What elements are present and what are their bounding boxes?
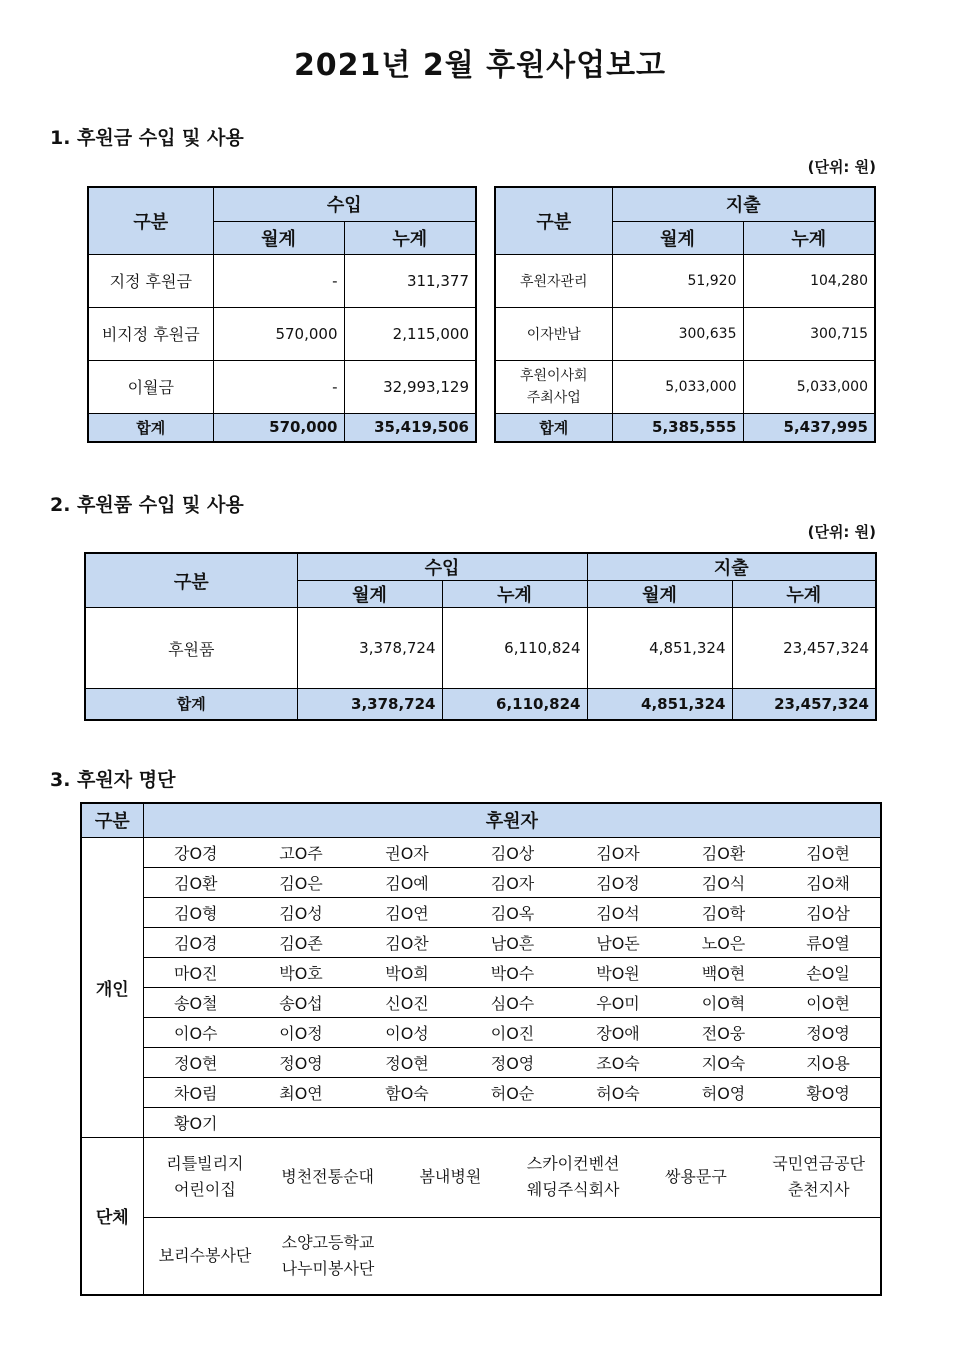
group-name-line1: 소양고등학교: [281, 1232, 375, 1252]
group-name-line2: 나누미봉사단: [281, 1258, 375, 1278]
income-category-header: 구분: [88, 187, 213, 254]
income-row: [88, 307, 476, 360]
donor-row: [81, 867, 881, 897]
donor-name: 심O수: [460, 987, 565, 1017]
donor-row: [81, 837, 881, 867]
group-name-line1: 리틀빌리지: [166, 1154, 244, 1173]
group-name: [144, 1151, 267, 1203]
expense-row-label-line1: 후원이사회: [519, 367, 588, 384]
donor-name: 최O연: [248, 1077, 354, 1107]
income-row-label: 지정 후원금: [88, 254, 213, 307]
donor-name: 김O자: [460, 867, 565, 897]
donor-name: 송O철: [143, 987, 248, 1017]
expense-category-header: 구분: [495, 187, 612, 254]
income-total-label: 합계: [88, 413, 213, 442]
group-row-cells: [143, 1217, 881, 1295]
expense-total-row: [495, 413, 875, 442]
income-cumul-header: 누계: [344, 221, 476, 254]
donor-name: 김O성: [248, 897, 354, 927]
group-name-line2: 춘천지사: [787, 1180, 850, 1199]
expense-total-month: 5,385,555: [612, 413, 743, 442]
donor-name: 김O환: [671, 837, 776, 867]
income-row-month: -: [213, 254, 344, 307]
expense-row-label-line1: 이자반납: [526, 326, 581, 343]
expense-row-month: 300,635: [612, 307, 743, 360]
group-name-line1: 쌍용문구: [664, 1167, 727, 1186]
donor-name: 강O경: [143, 837, 248, 867]
income-row: [88, 254, 476, 307]
goods-income-cumul-header: 누계: [442, 581, 587, 608]
expense-row: [495, 360, 875, 413]
income-row: [88, 360, 476, 413]
donor-row: [81, 1017, 881, 1047]
goods-income-month-header: 월계: [297, 581, 442, 608]
section1-heading: 1. 후원금 수입 및 사용: [50, 127, 244, 149]
goods-expense-header: 지출: [587, 553, 876, 581]
donor-row: [81, 927, 881, 957]
group-name-line1: 스카이컨벤션: [526, 1154, 620, 1173]
income-row-label: 비지정 후원금: [88, 307, 213, 360]
donor-name: 우O미: [565, 987, 671, 1017]
donor-name: 이O혁: [671, 987, 776, 1017]
individual-label: 개인: [81, 837, 143, 1137]
donor-row: [81, 897, 881, 927]
goods-income-header: 수입: [297, 553, 587, 581]
expense-cumul-header: 누계: [743, 221, 875, 254]
goods-category-header: 구분: [85, 553, 297, 608]
income-row-cumul: 2,115,000: [344, 307, 476, 360]
income-row-label: 이월금: [88, 360, 213, 413]
donor-name: 전O웅: [671, 1017, 776, 1047]
donor-row: [81, 1107, 881, 1137]
page-title: 2021년 2월 후원사업보고: [293, 48, 667, 83]
donor-header: 후원자: [143, 803, 881, 837]
section3-heading: 3. 후원자 명단: [50, 769, 176, 791]
donor-name: 정O현: [143, 1047, 248, 1077]
donor-name: 김O옥: [460, 897, 565, 927]
donor-name: 이O진: [460, 1017, 565, 1047]
income-group-header: 수입: [213, 187, 476, 221]
donor-name: 손O일: [776, 957, 881, 987]
donor-name: [671, 1107, 776, 1137]
donor-row: [81, 987, 881, 1017]
goods-table: [84, 552, 877, 721]
income-total-cumul: 35,419,506: [344, 413, 476, 442]
goods-total-row: [85, 689, 876, 720]
expense-total-label: 합계: [495, 413, 612, 442]
group-name: [267, 1230, 390, 1282]
expense-total-cumul: 5,437,995: [743, 413, 875, 442]
donor-row: [81, 957, 881, 987]
donor-name: 이O수: [143, 1017, 248, 1047]
donor-name: [248, 1107, 354, 1137]
donor-name: 김O채: [776, 867, 881, 897]
donor-name: 김O삼: [776, 897, 881, 927]
section2-heading: 2. 후원품 수입 및 사용: [50, 494, 244, 516]
donor-name: 정O영: [460, 1047, 565, 1077]
group-name: [757, 1151, 880, 1203]
donor-name: 정O현: [354, 1047, 460, 1077]
donor-name: 김O정: [565, 867, 671, 897]
goods-total-out-month: 4,851,324: [587, 689, 732, 720]
income-row-month: -: [213, 360, 344, 413]
donor-name: 송O섭: [248, 987, 354, 1017]
group-name: [389, 1151, 512, 1203]
donor-name: 지O숙: [671, 1047, 776, 1077]
donor-name: 권O자: [354, 837, 460, 867]
expense-row-label-line1: 후원자관리: [519, 273, 588, 290]
donor-name: 박O원: [565, 957, 671, 987]
donor-name: 정O영: [248, 1047, 354, 1077]
donor-name: 노O은: [671, 927, 776, 957]
donor-name: 마O진: [143, 957, 248, 987]
donor-name: 조O숙: [565, 1047, 671, 1077]
expense-row-label: [495, 254, 612, 307]
section2-unit: (단위: 원): [807, 523, 876, 541]
goods-row: [85, 608, 876, 689]
expense-row-label: [495, 307, 612, 360]
donor-name: 장O애: [565, 1017, 671, 1047]
donor-name: 박O수: [460, 957, 565, 987]
group-row-cells: [143, 1137, 881, 1217]
donor-name: 남O흔: [460, 927, 565, 957]
goods-total-in-cumul: 6,110,824: [442, 689, 587, 720]
expense-group-header: 지출: [612, 187, 875, 221]
donor-name: [776, 1107, 881, 1137]
donor-name: 허O숙: [565, 1077, 671, 1107]
donor-category-header: 구분: [81, 803, 143, 837]
donor-name: 김O경: [143, 927, 248, 957]
donor-name: 황O기: [143, 1107, 248, 1137]
donor-name: 고O주: [248, 837, 354, 867]
donor-name: 김O연: [354, 897, 460, 927]
donor-name: 신O진: [354, 987, 460, 1017]
donor-name: 황O영: [776, 1077, 881, 1107]
income-total-row: [88, 413, 476, 442]
donor-table: [80, 802, 882, 1296]
group-name: [512, 1151, 635, 1203]
section1-unit: (단위: 원): [807, 158, 876, 176]
donor-row: [81, 1077, 881, 1107]
group-name-line1: 국민연금공단: [772, 1154, 865, 1173]
donor-name: 이O성: [354, 1017, 460, 1047]
donor-name: 허O영: [671, 1077, 776, 1107]
donor-name: 김O현: [776, 837, 881, 867]
donor-name: 차O림: [143, 1077, 248, 1107]
donor-name: 김O식: [671, 867, 776, 897]
group-row: [81, 1217, 881, 1295]
income-row-month: 570,000: [213, 307, 344, 360]
donor-name: 류O열: [776, 927, 881, 957]
donor-name: 김O상: [460, 837, 565, 867]
donor-name: 이O현: [776, 987, 881, 1017]
donor-name: 김O학: [671, 897, 776, 927]
group-row: [81, 1137, 881, 1217]
group-name-line2: 어린이집: [173, 1180, 236, 1199]
donor-name: 남O돈: [565, 927, 671, 957]
income-total-month: 570,000: [213, 413, 344, 442]
group-name-line1: 봄내병원: [419, 1167, 482, 1186]
donor-name: 김O형: [143, 897, 248, 927]
goods-total-in-month: 3,378,724: [297, 689, 442, 720]
donor-name: 함O숙: [354, 1077, 460, 1107]
donor-name: 지O용: [776, 1047, 881, 1077]
donor-name: 허O순: [460, 1077, 565, 1107]
group-name-line2: 웨딩주식회사: [526, 1180, 620, 1199]
goods-out-cumul: 23,457,324: [732, 608, 876, 689]
goods-total-out-cumul: 23,457,324: [732, 689, 876, 720]
expense-row-cumul: 5,033,000: [743, 360, 875, 413]
donor-name: [460, 1107, 565, 1137]
goods-total-label: 합계: [85, 689, 297, 720]
expense-row-month: 5,033,000: [612, 360, 743, 413]
expense-month-header: 월계: [612, 221, 743, 254]
expense-row: [495, 254, 875, 307]
goods-expense-cumul-header: 누계: [732, 581, 876, 608]
income-table: [87, 186, 477, 443]
donor-name: 박O희: [354, 957, 460, 987]
donor-name: [565, 1107, 671, 1137]
donor-name: 백O현: [671, 957, 776, 987]
donor-name: [354, 1107, 460, 1137]
expense-row: [495, 307, 875, 360]
individual-donors: [81, 837, 881, 1137]
income-row-cumul: 311,377: [344, 254, 476, 307]
income-month-header: 월계: [213, 221, 344, 254]
expense-row-month: 51,920: [612, 254, 743, 307]
goods-out-month: 4,851,324: [587, 608, 732, 689]
donor-row: [81, 1047, 881, 1077]
donor-name: 김O자: [565, 837, 671, 867]
group-name: [266, 1151, 389, 1203]
donor-name: 김O은: [248, 867, 354, 897]
goods-in-cumul: 6,110,824: [442, 608, 587, 689]
donor-name: 김O환: [143, 867, 248, 897]
donor-name: 김O존: [248, 927, 354, 957]
expense-row-label: [495, 360, 612, 413]
goods-expense-month-header: 월계: [587, 581, 732, 608]
donor-name: 박O호: [248, 957, 354, 987]
donor-name: 김O찬: [354, 927, 460, 957]
group-label: 단체: [81, 1137, 143, 1295]
donor-name: 정O영: [776, 1017, 881, 1047]
group-name-line1: 보리수봉사단: [158, 1245, 252, 1265]
goods-in-month: 3,378,724: [297, 608, 442, 689]
group-name: [144, 1230, 267, 1282]
group-name: [635, 1151, 758, 1203]
expense-table: [494, 186, 876, 443]
expense-row-cumul: 300,715: [743, 307, 875, 360]
goods-row-label: 후원품: [85, 608, 297, 689]
income-row-cumul: 32,993,129: [344, 360, 476, 413]
group-name-line1: 병천전통순대: [281, 1167, 374, 1186]
donor-name: 이O정: [248, 1017, 354, 1047]
expense-row-cumul: 104,280: [743, 254, 875, 307]
expense-row-label-line2: 주최사업: [526, 389, 581, 406]
donor-name: 김O예: [354, 867, 460, 897]
donor-name: 김O석: [565, 897, 671, 927]
